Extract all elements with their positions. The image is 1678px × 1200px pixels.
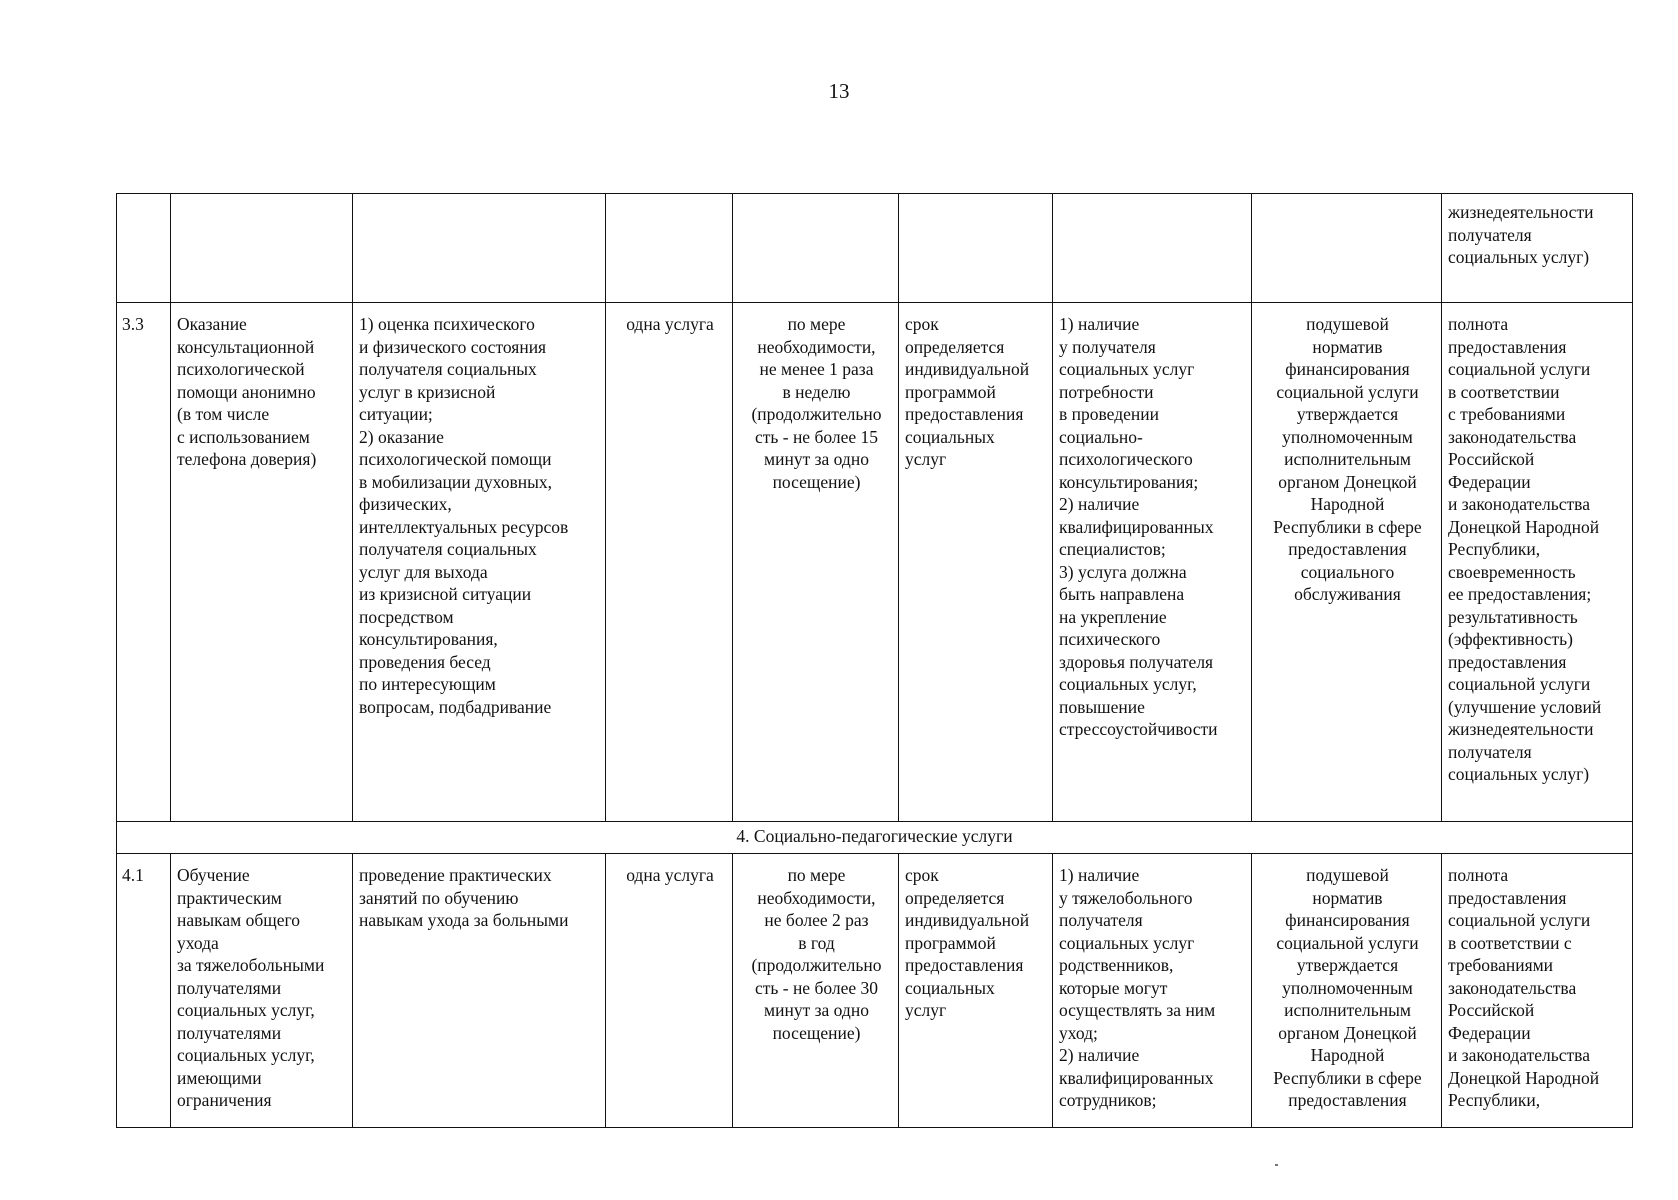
cell-name: Обучение практическим навыкам общего ухода за тяжелобольными получателями социальных услуг, получателями социальных услуг, имеющими ограничения (171, 854, 353, 1128)
cell-criteria: полнота предоставления социальной услуги в соответствии с требованиями законодательства Российской Федерации и законодательства Донецкой Народной Республики, своевременность ее предоставления; результативность (эффективность) предоставления социальной услуги (улучшение условий жизнедеятельности получателя социальных услуг) (1442, 303, 1633, 822)
cell-funding: подушевой норматив финансирования социальной услуги утверждается уполномоченным исполнительным органом Донецкой Народной Республики в сфере предоставления социального обслуживания (1252, 303, 1442, 822)
cell-name: Оказание консультационной психологической помощи анонимно (в том числе с использованием телефона доверия) (171, 303, 353, 822)
cell-criteria: жизнедеятельности получателя социальных услуг) (1442, 194, 1633, 303)
cell-term: срок определяется индивидуальной программой предоставления социальных услуг (899, 303, 1053, 822)
cell-frequency (733, 194, 899, 303)
cell-term (899, 194, 1053, 303)
cell-funding: подушевой норматив финансирования социальной услуги утверждается уполномоченным исполнительным органом Донецкой Народной Республики в сфере предоставления (1252, 854, 1442, 1128)
cell-num (117, 194, 171, 303)
section-row (117, 822, 1633, 854)
cell-num: 3.3 (117, 303, 171, 822)
cell-description: проведение практических занятий по обучению навыкам ухода за больными (353, 854, 606, 1128)
cell-conditions (1053, 194, 1252, 303)
cell-name (171, 194, 353, 303)
section-title: 4. Социально-педагогические услуги (117, 822, 1633, 854)
cell-conditions: 1) наличие у получателя социальных услуг потребности в проведении социально- психологического консультирования; 2) наличие квалифицированных специалистов; 3) услуга должна быть направлена на укрепление психического здоровья получателя социальных услуг, повышение стрессоустойчивости (1053, 303, 1252, 822)
cell-unit (606, 194, 733, 303)
cell-frequency: по мере необходимости, не менее 1 раза в неделю (продолжительно сть - не более 15 минут за одно посещение) (733, 303, 899, 822)
scan-speck (1275, 1164, 1278, 1166)
cell-description (353, 194, 606, 303)
cell-num: 4.1 (117, 854, 171, 1128)
cell-criteria: полнота предоставления социальной услуги в соответствии с требованиями законодательства Российской Федерации и законодательства Донецкой Народной Республики, (1442, 854, 1633, 1128)
cell-term: срок определяется индивидуальной программой предоставления социальных услуг (899, 854, 1053, 1128)
cell-conditions: 1) наличие у тяжелобольного получателя социальных услуг родственников, которые могут осуществлять за ним уход; 2) наличие квалифицированных сотрудников; (1053, 854, 1252, 1128)
table-row (117, 303, 1633, 822)
table-row (117, 854, 1633, 1128)
table-row-carryover (117, 194, 1633, 303)
cell-description: 1) оценка психического и физического состояния получателя социальных услуг в кризисной ситуации; 2) оказание психологической помощи в мобилизации духовных, физических, интеллектуальных ресурсов получателя социальных услуг для выхода из кризисной ситуации посредством консультирования, проведения бесед по интересующим вопросам, подбадривание (353, 303, 606, 822)
cell-funding (1252, 194, 1442, 303)
cell-frequency: по мере необходимости, не более 2 раз в год (продолжительно сть - не более 30 минут за одно посещение) (733, 854, 899, 1128)
cell-unit: одна услуга (606, 854, 733, 1128)
page-number: 13 (828, 79, 850, 103)
services-table (116, 193, 1633, 1128)
cell-unit: одна услуга (606, 303, 733, 822)
